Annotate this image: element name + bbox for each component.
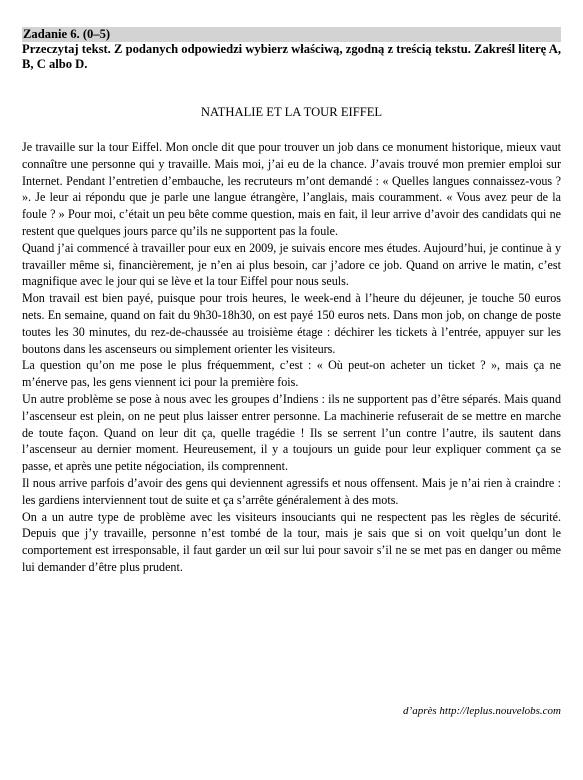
task-header [22,27,561,72]
paragraph: Un autre problème se pose à nous avec les groupes d’Indiens : ils ne supportent pas d’être séparés. Mais quand l’ascenseur est plein, on ne peut plus laisser entrer personne. La machinerie refuserait de se mettre en marche de toute façon. Quand on leur dit ça, quelle tragédie ! Ils se serrent l’un contre l’autre, ils sautent dans l’ascenseur au dernier moment. Heureusement, il y a toujours un guide pour leur expliquer comment ça se passe, et après une petite négociation, ils comprennent. [22,391,561,474]
paragraph: Mon travail est bien payé, puisque pour trois heures, le week-end à l’heure du déjeuner, je touche 50 euros nets. En semaine, quand on fait du 9h30-18h30, on est payé 150 euros nets. Dans mon job, on change de poste toutes les 30 minutes, du rez-de-chaussée au troisième étage : déchirer les tickets à l’entrée, appuyer sur les boutons dans les ascenseurs ou simplement orienter les visiteurs. [22,291,561,356]
paragraph: La question qu’on me pose le plus fréquemment, c’est : « Où peut-on acheter un ticket ? », mais ça ne m’énerve pas, les gens viennent ici pour la première fois. [22,358,561,390]
article-body [22,139,561,576]
task-instruction: Przeczytaj tekst. Z podanych odpowiedzi wybierz właściwą, zgodną z treścią tekstu. Zakreśl literę A, B, C albo D. [22,42,561,71]
paragraph: On a un autre type de problème avec les visiteurs insouciants qui ne respectent pas les règles de sécurité. Depuis que j’y travaille, personne n’est tombé de la tour, mais je sais que si on voit quelqu’un dont le comportement est irresponsable, il faut garder un œil sur lui pour savoir s’il ne se met pas en danger ou même lui demander d’être plus prudent. [22,509,561,574]
source-citation: d’après http://leplus.nouvelobs.com [403,705,561,717]
paragraph: Quand j’ai commencé à travailler pour eux en 2009, je suivais encore mes études. Aujourd’hui, je continue à y travailler même si, financièrement, je n’en ai plus besoin, car j’adore ce job. Quand on arrive le matin, c’est magnifique avec le jour qui se lève et la tour Eiffel pour nous seuls. [22,240,561,289]
article-title: NATHALIE ET LA TOUR EIFFEL [200,105,383,119]
paragraph: Il nous arrive parfois d’avoir des gens qui deviennent agressifs et nous offensent. Mais je n’ai rien à craindre : les gardiens interviennent tout de suite et ça s’arrête généralement à des mots. [22,475,561,507]
paragraph: Je travaille sur la tour Eiffel. Mon oncle dit que pour trouver un job dans ce monument historique, mieux vaut connaître une personne qui y travaille. Mais moi, j’ai eu de la chance. J’avais trouvé mon premier emploi sur Internet. Pendant l’entretien d’embauche, les recruteurs m’ont demandé : « Quelles langues connaissez-vous ? ». Je leur ai répondu que je parle une langue étrangère, l’anglais, mais couramment. « Vous avez peur de la foule ? » Pour moi, c’était un peu bête comme question, mais en fait, il leur arrive d’avoir des candidats qui ne restent que quelques jours parce qu’ils ne supportent pas la foule. [22,140,561,238]
task-title: Zadanie 6. (0–5) [22,27,561,42]
